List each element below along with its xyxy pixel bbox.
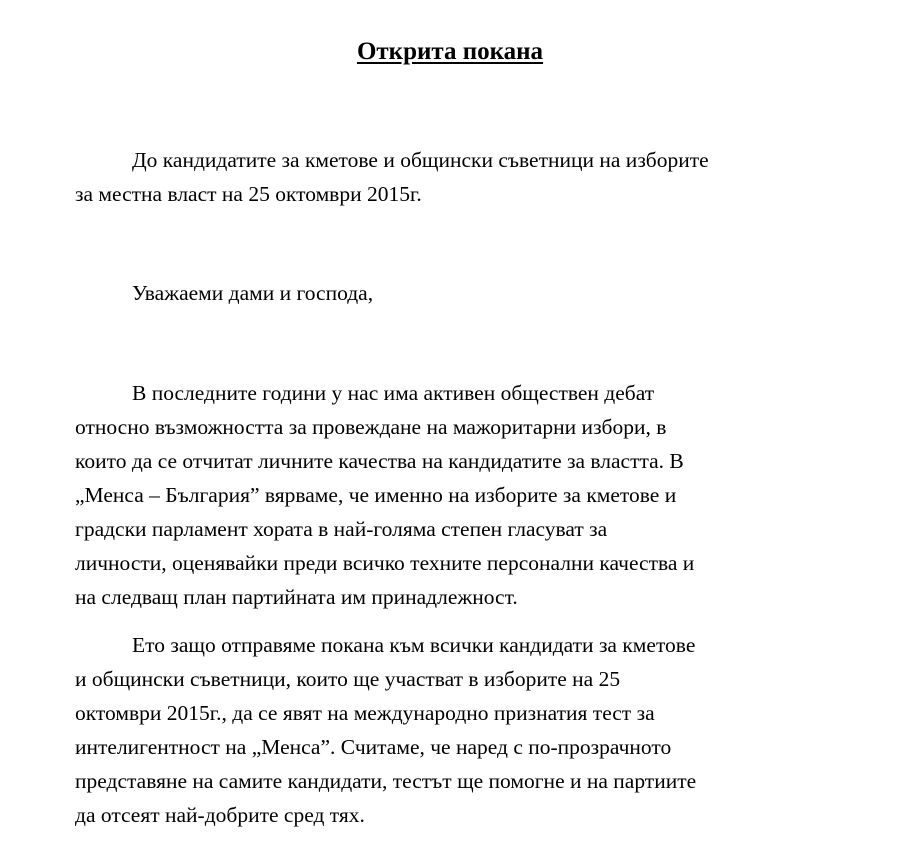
paragraph-line: „Менса – България” вярваме, че именно на изборите за кметове и (75, 483, 677, 507)
salutation: Уважаеми дами и господа, (132, 281, 374, 305)
paragraph-line: да отсеят най-добрите сред тях. (75, 803, 365, 827)
paragraph-line: на следващ план партийната им принадлежност. (75, 585, 518, 609)
paragraph-line: В последните години у нас има активен обществен дебат (132, 381, 655, 405)
paragraph-line: относно възможността за провеждане на мажоритарни избори, в (75, 415, 667, 439)
addressee-line: за местна власт на 25 октомври 2015г. (75, 182, 422, 206)
paragraph-line: и общински съветници, които ще участват в изборите на 25 (75, 667, 621, 691)
paragraph-line: градски парламент хората в най-голяма степен гласуват за (75, 517, 608, 541)
paragraph-line: които да се отчитат личните качества на кандидатите за властта. В (75, 449, 684, 473)
paragraph-line: октомври 2015г., да се явят на международно признатия тест за (75, 701, 655, 725)
paragraph-line: интелигентност на „Менса”. Считаме, че наред с по-прозрачното (75, 735, 672, 759)
paragraph-line: личности, оценявайки преди всичко техните персонални качества и (75, 551, 695, 575)
paragraph-line: Ето защо отправяме покана към всички кандидати за кметове (132, 633, 696, 657)
paragraph-line: представяне на самите кандидати, тестът ще помогне и на партиите (75, 769, 697, 793)
addressee-line: До кандидатите за кметове и общински съветници на изборите (132, 148, 709, 172)
document-title: Открита покана (356, 38, 544, 65)
